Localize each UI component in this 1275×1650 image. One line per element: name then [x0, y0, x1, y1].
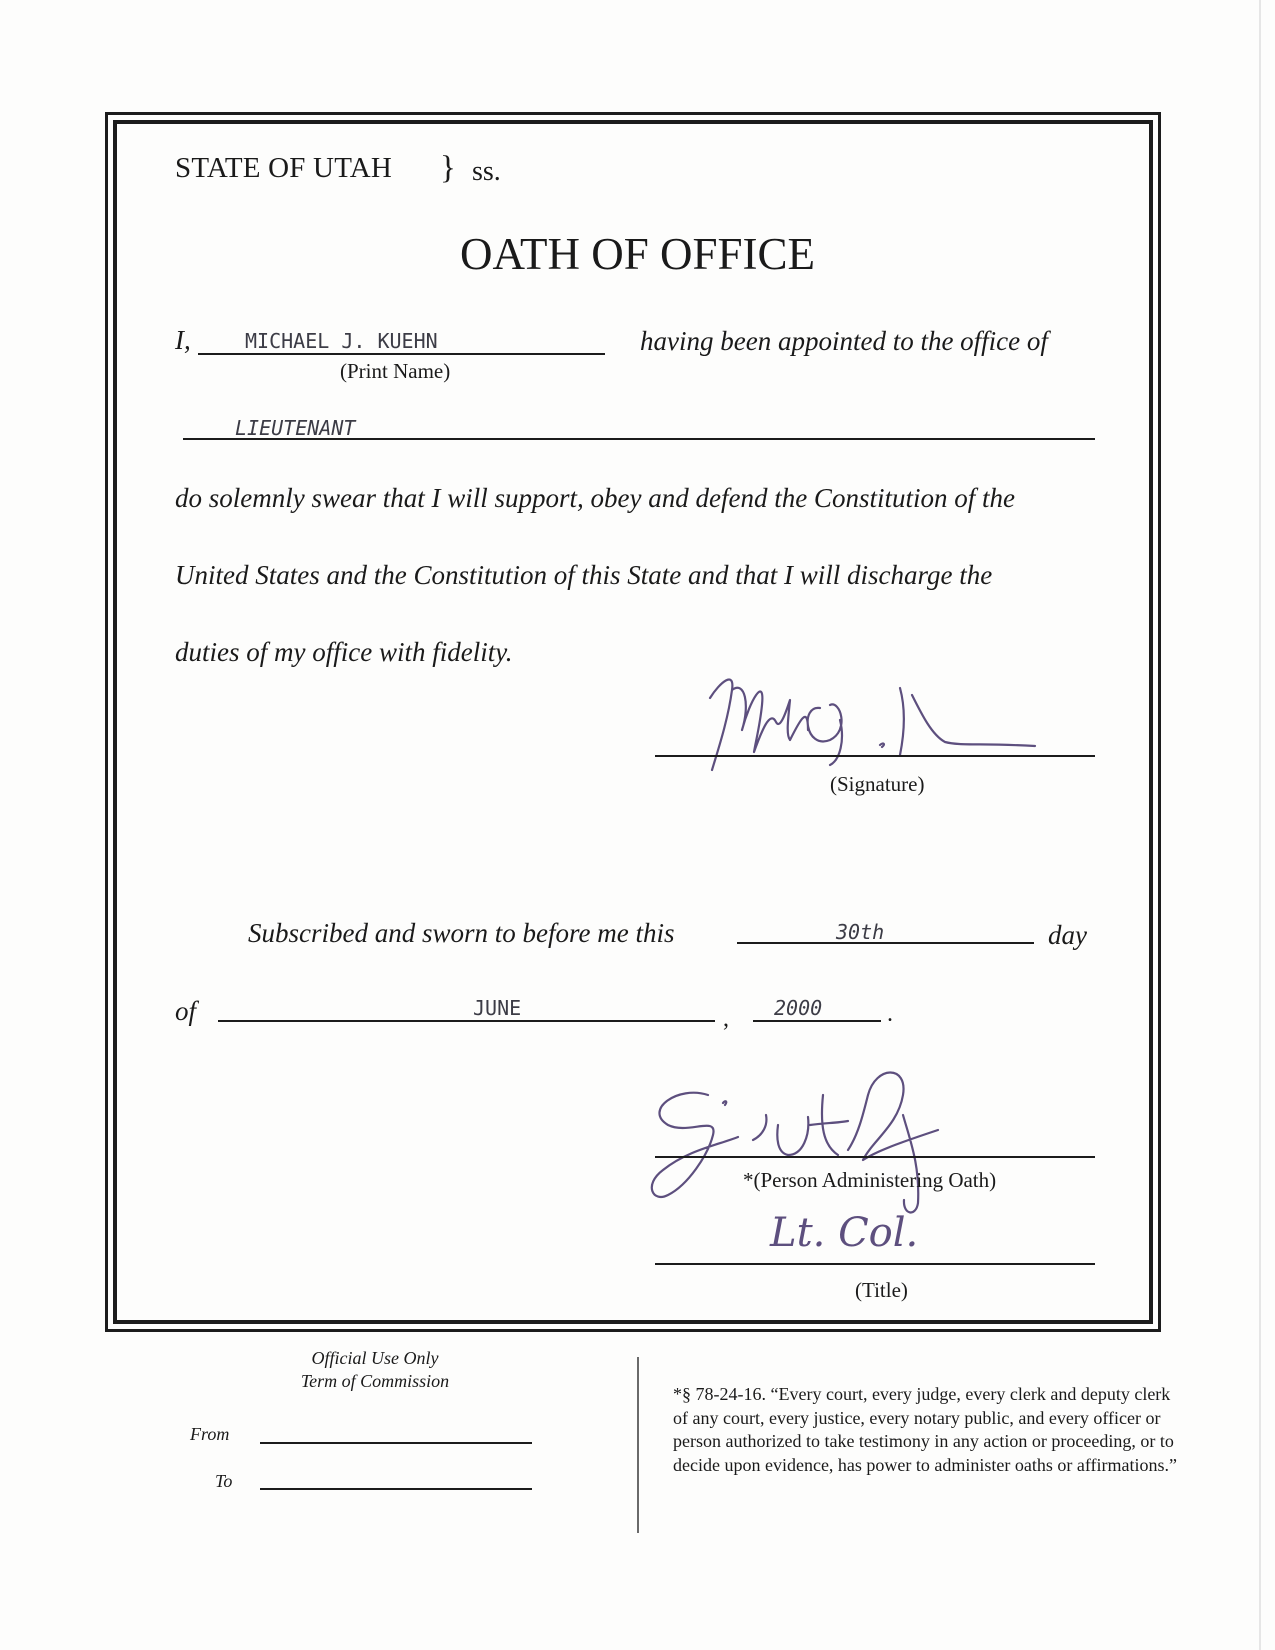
brace-glyph: } — [440, 150, 456, 186]
print-name-value: MICHAEL J. KUEHN — [245, 329, 438, 353]
title-caption: (Title) — [855, 1278, 908, 1302]
administering-signature — [648, 1055, 1008, 1225]
administering-caption: *(Person Administering Oath) — [743, 1168, 997, 1192]
term-of-commission-heading: Term of Commission — [300, 1371, 450, 1391]
day-line — [737, 942, 1034, 944]
to-label: To — [215, 1471, 233, 1491]
office-value: LIEUTENANT — [235, 416, 356, 440]
page-title: OATH OF OFFICE — [459, 229, 816, 279]
state-heading: STATE OF UTAH — [175, 152, 393, 184]
oath-body-line-1: do solemnly swear that I will support, obey and defend the Constitution of the — [175, 483, 1015, 513]
month-line — [218, 1020, 715, 1022]
signature-line — [655, 755, 1095, 757]
day-label: day — [1048, 920, 1087, 950]
title-value: Lt. Col. — [770, 1210, 919, 1256]
print-name-line — [198, 353, 605, 355]
of-label: of — [175, 996, 197, 1026]
year-value: 2000 — [774, 996, 823, 1020]
from-label: From — [190, 1424, 230, 1444]
oath-body-line-2: United States and the Constitution of this State and that I will discharge the — [175, 560, 993, 590]
administering-line — [655, 1156, 1095, 1158]
day-value: 30th — [836, 920, 885, 944]
i-label: I, — [175, 325, 191, 355]
signature-caption: (Signature) — [830, 772, 925, 796]
date-comma: , — [723, 1006, 729, 1032]
official-signature — [690, 660, 1050, 780]
date-period: . — [887, 1001, 893, 1027]
statute-note: *§ 78-24-16. “Every court, every judge, every clerk and deputy clerk of any court, every justice, every notary public, and every officer or person authorized to take testimony in any action or proceeding, or to decide upon evidence, has power to administer oaths or affirmations.” — [673, 1384, 1178, 1475]
year-line — [753, 1020, 881, 1022]
ss-label: ss. — [472, 156, 501, 187]
month-value: JUNE — [473, 996, 522, 1020]
to-line[interactable] — [260, 1488, 532, 1490]
print-name-caption: (Print Name) — [340, 359, 451, 383]
footer-divider — [637, 1357, 639, 1533]
oath-body-line-3: duties of my office with fidelity. — [175, 637, 513, 667]
from-line[interactable] — [260, 1442, 532, 1444]
title-line — [655, 1263, 1095, 1265]
appointed-text: having been appointed to the office of — [640, 326, 1048, 356]
official-use-heading: Official Use Only — [311, 1348, 439, 1368]
sworn-text: Subscribed and sworn to before me this — [248, 918, 675, 948]
